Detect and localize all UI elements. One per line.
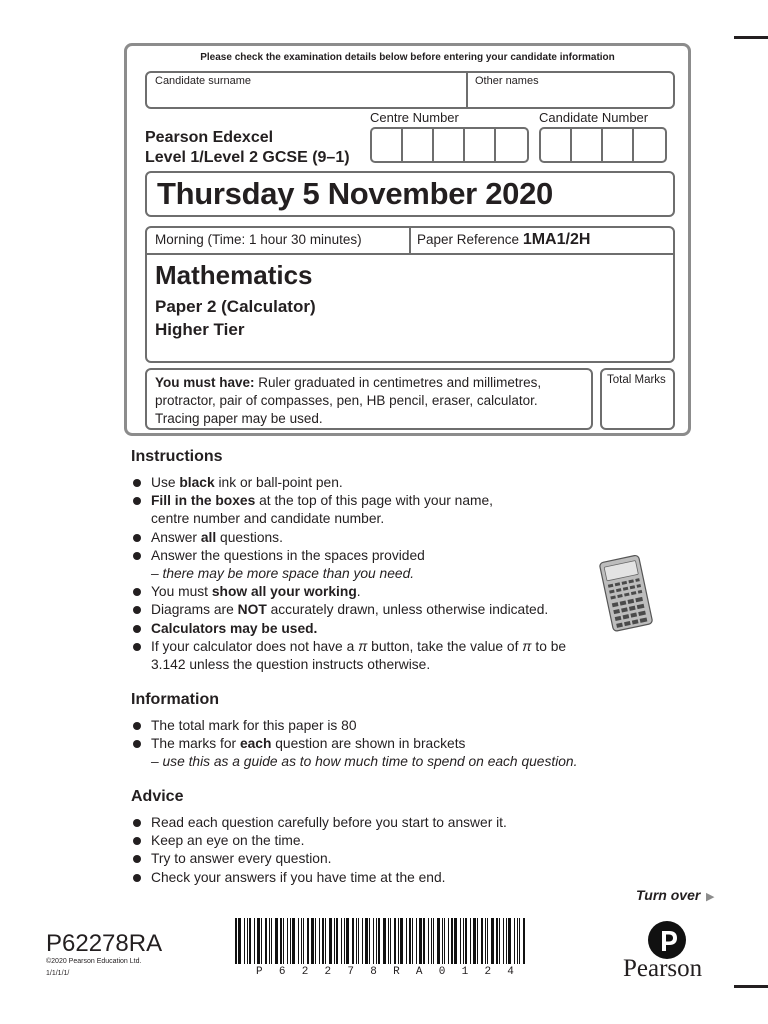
barcode-bar — [406, 918, 407, 964]
barcode-bar — [238, 918, 241, 964]
triangle-right-icon: ▶ — [706, 891, 715, 903]
barcode-bar — [499, 918, 500, 964]
barcode-bar — [487, 918, 488, 964]
barcode-bar — [307, 918, 309, 964]
barcode-bar — [378, 918, 380, 964]
barcode-bar — [269, 918, 270, 964]
list-item: Read each question carefully before you start to answer it. — [131, 814, 591, 832]
centre-number-boxes — [370, 127, 529, 163]
list-item: You must show all your working. — [131, 583, 591, 601]
print-code: 1/1/1/1/ — [46, 970, 70, 977]
barcode-char: 4 — [507, 966, 514, 978]
list-item: Answer the questions in the spaces provided – there may be more space than you need. — [131, 547, 591, 583]
barcode-bar — [283, 918, 284, 964]
exam-date-box — [145, 171, 675, 217]
barcode-char: 2 — [324, 966, 332, 978]
barcode-bar — [388, 918, 389, 964]
barcode-bar — [419, 918, 422, 964]
barcode-char: 1 — [461, 966, 469, 978]
list-item: Fill in the boxes at the top of this page with your name, centre number and candidate number. — [131, 492, 591, 528]
paper-code: P62278RA — [46, 930, 163, 957]
advice-heading: Advice — [131, 788, 184, 805]
list-item: Try to answer every question. — [131, 850, 591, 868]
centre-number-digit — [403, 129, 434, 161]
barcode-bar — [473, 918, 476, 964]
exam-session: Morning (Time: 1 hour 30 minutes) — [155, 232, 362, 247]
candidate-number-boxes — [539, 127, 667, 163]
exam-date: Thursday 5 November 2020 — [157, 176, 553, 211]
barcode-char: 2 — [301, 966, 309, 978]
exam-details-box — [145, 226, 675, 363]
equipment-label: You must have: — [155, 375, 255, 390]
total-marks-label: Total Marks — [607, 374, 666, 386]
barcode-bar — [444, 918, 445, 964]
subject-title: Mathematics — [155, 260, 313, 290]
barcode-bar — [352, 918, 354, 964]
barcode-bar — [496, 918, 498, 964]
barcode-bar — [491, 918, 494, 964]
candidate-number-digit — [634, 129, 665, 161]
barcode-bar — [244, 918, 245, 964]
equipment-text — [155, 374, 585, 428]
barcode-bar — [322, 918, 324, 964]
barcode-bar — [369, 918, 370, 964]
barcode-bar — [416, 918, 417, 964]
centre-number-digit — [465, 129, 496, 161]
centre-number-digit — [496, 129, 527, 161]
barcode-bar — [247, 918, 248, 964]
barcode-bar — [463, 918, 464, 964]
barcode-bar — [271, 918, 272, 964]
copyright: ©2020 Pearson Education Ltd. — [46, 958, 142, 965]
barcode-bar — [454, 918, 457, 964]
centre-number-digit — [434, 129, 465, 161]
barcode-char: P — [256, 966, 263, 978]
barcode-bar — [362, 918, 363, 964]
candidate-info-frame — [124, 43, 691, 436]
barcode-bar — [376, 918, 377, 964]
barcode-char: A — [415, 966, 423, 978]
barcode-char: 2 — [484, 966, 492, 978]
barcode-bar — [390, 918, 391, 964]
barcode-bar — [373, 918, 374, 964]
barcode-char: 8 — [370, 966, 377, 978]
barcode-char: R — [393, 966, 400, 978]
tier-title: Higher Tier — [155, 320, 245, 339]
board-name: Pearson Edexcel — [145, 129, 274, 146]
list-item: Check your answers if you have time at the end. — [131, 869, 591, 887]
page-edge-mark — [734, 36, 768, 39]
instructions-list — [131, 474, 591, 674]
advice-list — [131, 814, 591, 887]
list-item: If your calculator does not have a π button, take the value of π to be 3.142 unless the question instructs otherwise. — [131, 638, 591, 674]
barcode-bar — [315, 918, 316, 964]
barcode-char: 7 — [347, 966, 354, 978]
barcode — [233, 918, 531, 966]
barcode-bar — [517, 918, 518, 964]
barcode-bar — [235, 918, 237, 964]
information-heading: Information — [131, 691, 219, 708]
barcode-bar — [287, 918, 288, 964]
barcode-bar — [365, 918, 368, 964]
barcode-bar — [523, 918, 525, 964]
barcode-bar — [290, 918, 291, 964]
barcode-bar — [398, 918, 399, 964]
barcode-bar — [431, 918, 432, 964]
barcode-bar — [503, 918, 504, 964]
list-item: Answer all questions. — [131, 529, 591, 547]
barcode-bar — [400, 918, 403, 964]
barcode-bar — [433, 918, 434, 964]
barcode-bar — [265, 918, 267, 964]
publisher-wordmark: Pearson — [623, 955, 703, 982]
barcode-bar — [477, 918, 478, 964]
barcode-bar — [346, 918, 349, 964]
candidate-number-label: Candidate Number — [539, 110, 649, 125]
list-item: Use black ink or ball-point pen. — [131, 474, 591, 492]
candidate-number-digit — [541, 129, 572, 161]
barcode-bar — [383, 918, 386, 964]
exam-board — [145, 128, 350, 168]
instructions-heading: Instructions — [131, 448, 223, 465]
barcode-bar — [301, 918, 302, 964]
list-item: Calculators may be used. — [131, 620, 591, 638]
paper-reference-label: Paper Reference — [417, 232, 520, 247]
barcode-bar — [311, 918, 314, 964]
barcode-bar — [423, 918, 425, 964]
calculator-icon — [596, 554, 658, 632]
barcode-bar — [334, 918, 335, 964]
barcode-bar — [485, 918, 486, 964]
barcode-bar — [341, 918, 342, 964]
barcode-bar — [465, 918, 467, 964]
barcode-bar — [292, 918, 295, 964]
barcode-bar — [329, 918, 332, 964]
barcode-bar — [437, 918, 440, 964]
total-marks-box — [600, 368, 675, 430]
list-item: Diagrams are NOT accurately drawn, unless otherwise indicated. — [131, 601, 591, 619]
session-divider — [409, 228, 411, 255]
list-item: The marks for each question are shown in brackets – use this as a guide as to how much time to spend on each question. — [131, 735, 591, 771]
barcode-bar — [280, 918, 282, 964]
pearson-logo-icon — [647, 920, 687, 960]
equipment-box — [145, 368, 593, 430]
barcode-bar — [428, 918, 429, 964]
barcode-bar — [249, 918, 251, 964]
barcode-char: 0 — [438, 966, 446, 978]
paper-reference-code: 1MA1/2H — [522, 231, 591, 248]
barcode-bar — [254, 918, 255, 964]
barcode-bar — [460, 918, 461, 964]
barcode-char: 6 — [278, 966, 286, 978]
equipment-list: Ruler graduated in centimetres and millimetres, protractor, pair of compasses, pen, HB pencil, eraser, calculator. Tracing paper may be used. — [155, 375, 542, 426]
barcode-bar — [442, 918, 443, 964]
barcode-bar — [344, 918, 345, 964]
barcode-bar — [412, 918, 413, 964]
candidate-surname-label: Candidate surname — [155, 75, 252, 87]
barcode-bar — [409, 918, 411, 964]
other-names-label: Other names — [475, 75, 539, 87]
name-divider — [466, 73, 468, 107]
list-item: The total mark for this paper is 80 — [131, 717, 591, 735]
header-notice: Please check the examination details below before entering your candidate information — [200, 52, 615, 63]
barcode-bar — [356, 918, 357, 964]
barcode-bar — [298, 918, 299, 964]
barcode-bar — [325, 918, 326, 964]
candidate-number-digit — [603, 129, 634, 161]
barcode-text — [256, 966, 514, 978]
barcode-bar — [261, 918, 262, 964]
centre-number-label: Centre Number — [370, 110, 459, 125]
barcode-bar — [394, 918, 396, 964]
session-row-divider — [147, 253, 673, 255]
list-item: Keep an eye on the time. — [131, 832, 591, 850]
barcode-bar — [481, 918, 483, 964]
information-list — [131, 717, 591, 772]
barcode-bar — [448, 918, 449, 964]
paper-reference — [417, 231, 590, 249]
barcode-bar — [508, 918, 511, 964]
barcode-bar — [506, 918, 507, 964]
barcode-bar — [336, 918, 338, 964]
page-edge-mark — [734, 985, 768, 988]
turn-over-label: Turn over — [636, 887, 701, 903]
barcode-bar — [319, 918, 320, 964]
centre-number-digit — [372, 129, 403, 161]
barcode-bar — [451, 918, 453, 964]
candidate-name-box — [145, 71, 675, 109]
barcode-bar — [358, 918, 359, 964]
barcode-bar — [470, 918, 471, 964]
barcode-bar — [514, 918, 515, 964]
paper-title: Paper 2 (Calculator) — [155, 297, 316, 316]
candidate-number-digit — [572, 129, 603, 161]
barcode-bar — [519, 918, 520, 964]
barcode-bar — [257, 918, 260, 964]
barcode-bar — [303, 918, 304, 964]
board-qualification: Level 1/Level 2 GCSE (9–1) — [145, 149, 350, 166]
barcode-bar — [275, 918, 278, 964]
